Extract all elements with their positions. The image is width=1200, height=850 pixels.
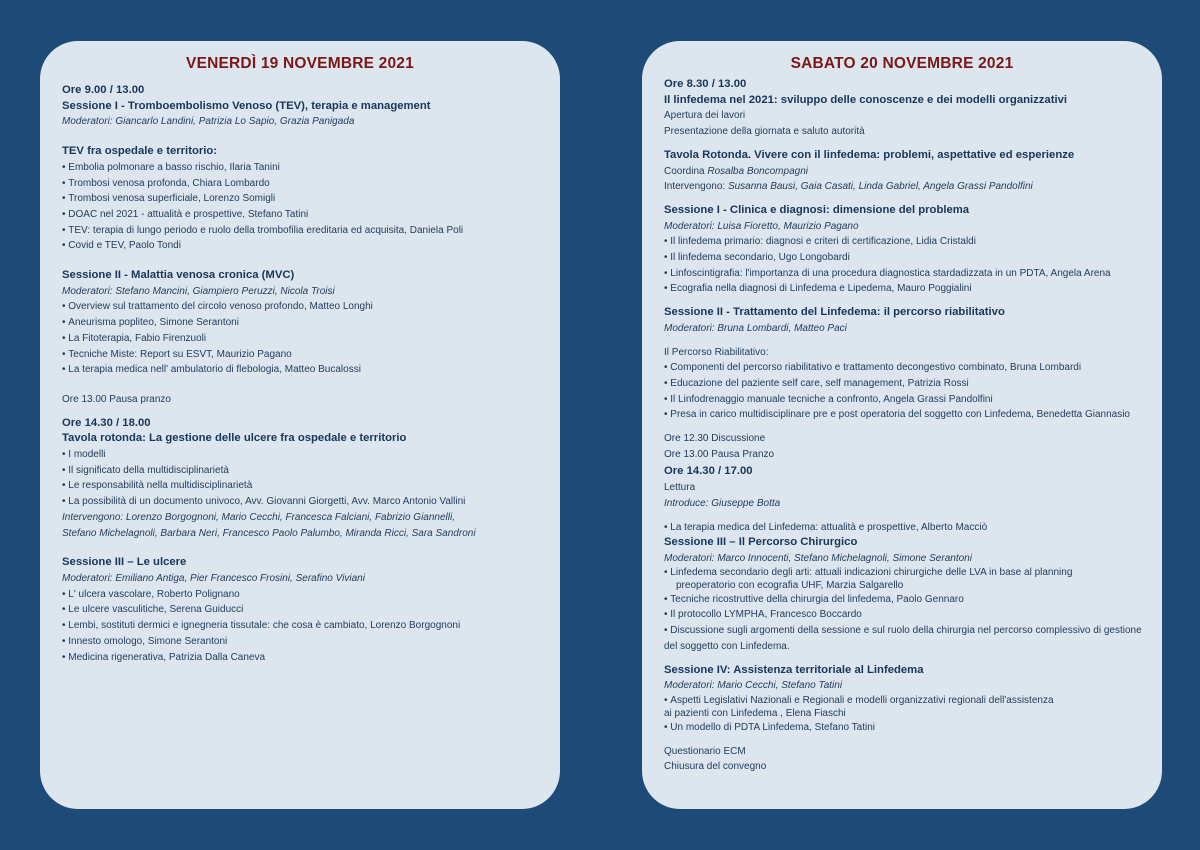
saturday-morning-time: Ore 8.30 / 13.00 <box>664 78 747 90</box>
list-item: • Covid e TEV, Paolo Tondi <box>62 238 538 254</box>
friday-title: VENERDÌ 19 NOVEMBRE 2021 <box>186 55 414 72</box>
round-table-list <box>62 447 538 510</box>
friday-session-1-title: Sessione I - Tromboembolismo Venoso (TEV), terapia e management <box>62 99 431 112</box>
list-item-cont: del soggetto con Linfedema. <box>664 640 790 652</box>
list-item: • La Fitoterapia, Fabio Firenzuoli <box>62 331 538 347</box>
saturday-session-3-moderators: Moderatori: Marco Innocenti, Stefano Michelagnoli, Simone Serantoni <box>664 552 972 564</box>
list-item: • Le responsabilità nella multidisciplinarietà <box>62 478 538 494</box>
list-item: • Overview sul trattamento del circolo venoso profondo, Matteo Longhi <box>62 299 538 315</box>
friday-session-3-moderators: Moderatori: Emiliano Antiga, Pier Francesco Frosini, Serafino Viviani <box>62 572 365 584</box>
list-item: • Medicina rigenerativa, Patrizia Dalla Caneva <box>62 650 538 666</box>
list-item: • L' ulcera vascolare, Roberto Polignano <box>62 587 538 603</box>
list-item: • Il linfedema secondario, Ugo Longobardi <box>664 250 1140 266</box>
list-item: • La terapia medica nell' ambulatorio di flebologia, Matteo Bucalossi <box>62 362 538 378</box>
list-item: • La possibilità di un documento univoco, Avv. Giovanni Giorgetti, Avv. Marco Antonio Vallini <box>62 494 538 510</box>
friday-session-2-list <box>62 299 538 378</box>
list-item-cont: preoperatorio con ecografia UHF, Marzia Salgarello <box>676 579 904 591</box>
list-item: • Tecniche Miste: Report su ESVT, Maurizio Pagano <box>62 347 538 363</box>
friday-session-3-title: Sessione III – Le ulcere <box>62 556 187 569</box>
friday-lunch: Ore 13.00 Pausa pranzo <box>62 393 171 405</box>
tev-title: TEV fra ospedale e territorio: <box>62 145 218 158</box>
list-item: • Un modello di PDTA Linfedema, Stefano Tatini <box>664 720 1140 736</box>
list-item: • Il protocollo LYMPHA, Francesco Boccardo <box>664 607 1140 623</box>
saturday-session-1-list <box>664 234 1140 297</box>
saturday-session-2-moderators: Moderatori: Bruna Lombardi, Matteo Paci <box>664 322 847 334</box>
friday-session-2-title: Sessione II - Malattia venosa cronica (MVC) <box>62 269 295 282</box>
round-table-title: Tavola rotonda: La gestione delle ulcere fra ospedale e territorio <box>62 432 407 445</box>
round-table-speakers: Intervengono: Lorenzo Borgognoni, Mario Cecchi, Francesca Falciani, Fabrizio Giannelli, <box>62 511 455 523</box>
list-item: • Componenti del percorso riabilitativo e trattamento decongestivo combinato, Bruna Lombardi <box>664 360 1140 376</box>
saturday-session-3-title: Sessione III – Il Percorso Chirurgico <box>664 536 858 549</box>
list-item: • Trombosi venosa superficiale, Lorenzo Somigli <box>62 191 538 207</box>
opening: Apertura dei lavori <box>664 110 746 122</box>
list-item: • Aneurisma popliteo, Simone Serantoni <box>62 315 538 331</box>
list-item: • Linfedema secondario degli arti: attuali indicazioni chirurgiche delle LVA in base al planning <box>664 567 1140 579</box>
list-item: • I modelli <box>62 447 538 463</box>
friday-session-1-moderators: Moderatori: Giancarlo Landini, Patrizia Lo Sapio, Grazia Panigada <box>62 116 355 128</box>
ecm-questionnaire: Questionario ECM <box>664 745 746 757</box>
closing: Chiusura del convegno <box>664 761 767 773</box>
list-item: • Embolia polmonare a basso rischio, Ilaria Tanini <box>62 160 538 176</box>
list-item: • Lembi, sostituti dermici e ignegneria tissutale: che cosa è cambiato, Lorenzo Borgognoni <box>62 618 538 634</box>
lecture-label: Lettura <box>664 482 696 494</box>
list-item: • Le ulcere vasculitiche, Serena Guiducci <box>62 602 538 618</box>
friday-session-2-moderators: Moderatori: Stefano Mancini, Giampiero Peruzzi, Nicola Troisi <box>62 285 335 297</box>
saturday-lunch: Ore 13.00 Pausa Pranzo <box>664 448 775 460</box>
saturday-session-1-moderators: Moderatori: Luisa Fioretto, Maurizio Pagano <box>664 220 859 232</box>
list-item-cont: ai pazienti con Linfedema , Elena Fiaschi <box>664 707 846 719</box>
tev-list <box>62 160 538 254</box>
saturday-round-table-title: Tavola Rotonda. Vivere con il linfedema: problemi, aspettative ed esperienze <box>664 148 1075 161</box>
list-item: • DOAC nel 2021 - attualità e prospettive, Stefano Tatini <box>62 207 538 223</box>
list-item: • Innesto omologo, Simone Serantoni <box>62 634 538 650</box>
list-item: • Il Linfodrenaggio manuale tecniche a confronto, Angela Grassi Pandolfini <box>664 392 1140 408</box>
saturday-session-4-moderators: Moderatori: Mario Cecchi, Stefano Tatini <box>664 680 843 692</box>
saturday-session-4-title: Sessione IV: Assistenza territoriale al Linfedema <box>664 663 924 676</box>
saturday-panel <box>642 41 1162 809</box>
saturday-session-3-list <box>664 567 1140 655</box>
friday-panel <box>40 41 560 809</box>
saturday-session-2-title: Sessione II - Trattamento del Linfedema: il percorso riabilitativo <box>664 306 1005 319</box>
friday-session-3-list <box>62 587 538 666</box>
saturday-title: SABATO 20 NOVEMBRE 2021 <box>790 55 1014 72</box>
list-item: • Il significato della multidisciplinarietà <box>62 463 538 479</box>
lecture-item: • La terapia medica del Linfedema: attualità e prospettive, Alberto Macciò <box>664 520 1140 536</box>
list-item: • Educazione del paziente self care, self management, Patrizia Rossi <box>664 376 1140 392</box>
round-table-speakers-cont: Stefano Michelagnoli, Barbara Neri, Francesco Paolo Palumbo, Miranda Ricci, Sara Sandroni <box>62 527 476 539</box>
list-item: • Il linfedema primario: diagnosi e criteri di certificazione, Lidia Cristaldi <box>664 234 1140 250</box>
rehab-path-label: Il Percorso Riabilitativo: <box>664 346 769 358</box>
saturday-afternoon-time: Ore 14.30 / 17.00 <box>664 465 753 478</box>
lecture-introducer: Introduce: Giuseppe Botta <box>664 497 781 509</box>
saturday-session-1-title: Sessione I - Clinica e diagnosi: dimensione del problema <box>664 203 970 216</box>
discussion: Ore 12.30 Discussione <box>664 433 766 445</box>
saturday-round-table-speakers: Intervengono: Susanna Bausi, Gaia Casati, Linda Gabriel, Angela Grassi Pandolfini <box>664 181 1033 193</box>
list-item: • TEV: terapia di lungo periodo e ruolo della trombofilia ereditaria ed acquisita, Daniela Poli <box>62 223 538 239</box>
saturday-session-2-list <box>664 360 1140 423</box>
list-item: • Discussione sugli argomenti della sessione e sul ruolo della chirurgia nel percorso complessivo di gestione <box>664 623 1140 639</box>
list-item: • Tecniche ricostruttive della chirurgia del linfedema, Paolo Gennaro <box>664 592 1140 608</box>
saturday-session-4-list <box>664 694 1140 736</box>
saturday-main-heading: Il linfedema nel 2021: sviluppo delle conoscenze e dei modelli organizzativi <box>664 93 1068 106</box>
list-item: • Linfoscintigrafia: l'importanza di una procedura diagnostica stardadizzata in un PDTA, Angela Arena <box>664 266 1140 282</box>
round-table-coordinator: Coordina Rosalba Boncompagni <box>664 165 808 177</box>
presentation: Presentazione della giornata e saluto autorità <box>664 126 865 138</box>
list-item: • Trombosi venosa profonda, Chiara Lombardo <box>62 176 538 192</box>
list-item: • Presa in carico multidisciplinare pre e post operatoria del soggetto con Linfedema, Benedetta Giannasio <box>664 407 1140 423</box>
friday-morning-time: Ore 9.00 / 13.00 <box>62 84 145 96</box>
friday-afternoon-time: Ore 14.30 / 18.00 <box>62 416 151 429</box>
list-item: • Ecografia nella diagnosi di Linfedema e Lipedema, Mauro Poggialini <box>664 281 1140 297</box>
list-item: • Aspetti Legislativi Nazionali e Regionali e modelli organizzativi regionali dell'assistenza <box>664 694 1140 707</box>
